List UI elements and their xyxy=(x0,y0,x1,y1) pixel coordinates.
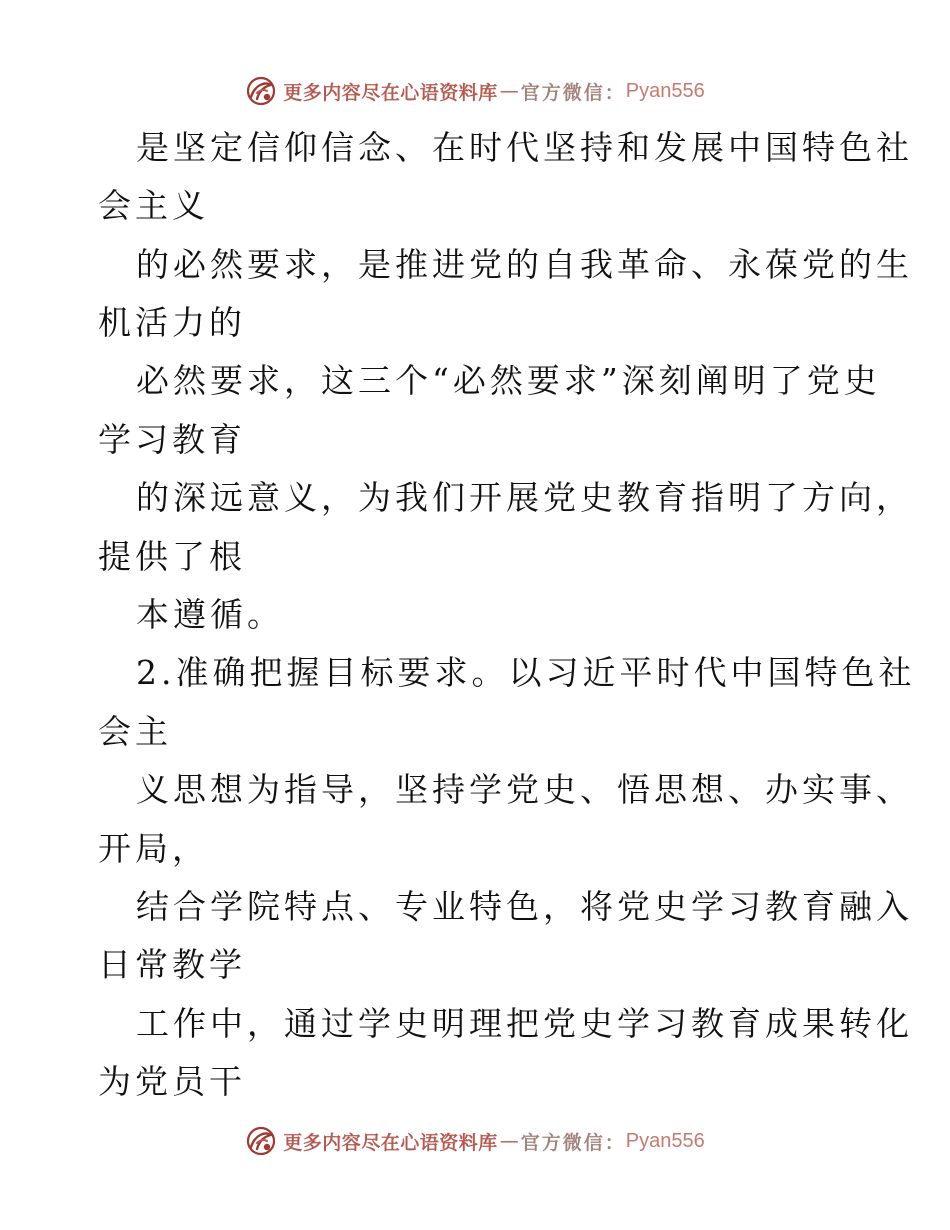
text-line: 开局， xyxy=(98,829,209,868)
banner-official-label: 官方微信： xyxy=(520,1131,626,1154)
text-line: 结合学院特点、专业特色，将党史学习教育融入 xyxy=(136,887,913,926)
text-line: 的深远意义，为我们开展党史教育指明了方向， xyxy=(136,478,913,517)
banner-title: 更多内容尽在心语资料库 xyxy=(283,1131,498,1154)
text-line: 会主义 xyxy=(98,186,209,225)
banner-wechat-handle: Pyan556 xyxy=(625,1129,705,1152)
banner-dash: — xyxy=(499,1130,519,1152)
swirl-logo-icon xyxy=(245,1125,277,1157)
text-line: 为党员干 xyxy=(98,1062,246,1101)
text-line: 本遵循。 xyxy=(136,595,284,634)
banner-wechat-handle: Pyan556 xyxy=(625,79,705,102)
footer-watermark-banner xyxy=(0,1121,950,1161)
text-line: 会主 xyxy=(98,712,172,751)
text-line: 义思想为指导，坚持学党史、悟思想、办实事、 xyxy=(136,770,913,809)
text-line: 学习教育 xyxy=(98,420,246,459)
text-line: 工作中，通过学史明理把党史学习教育成果转化 xyxy=(136,1004,913,1043)
text-line: 的必然要求，是推进党的自我革命、永葆党的生 xyxy=(136,245,913,284)
text-line: 日常教学 xyxy=(98,945,246,984)
banner-title: 更多内容尽在心语资料库 xyxy=(283,81,498,104)
text-line: 提供了根 xyxy=(98,537,246,576)
swirl-logo-icon xyxy=(245,75,277,107)
banner-official-label: 官方微信： xyxy=(520,81,626,104)
text-line: 是坚定信仰信念、在时代坚持和发展中国特色社 xyxy=(136,128,913,167)
text-line: 必然要求，这三个“必然要求”深刻阐明了党史 xyxy=(136,361,881,400)
text-line: 2.准确把握目标要求。以习近平时代中国特色社 xyxy=(136,653,916,692)
header-watermark-banner xyxy=(0,71,950,111)
text-line: 机活力的 xyxy=(98,303,246,342)
banner-dash: — xyxy=(499,80,519,102)
